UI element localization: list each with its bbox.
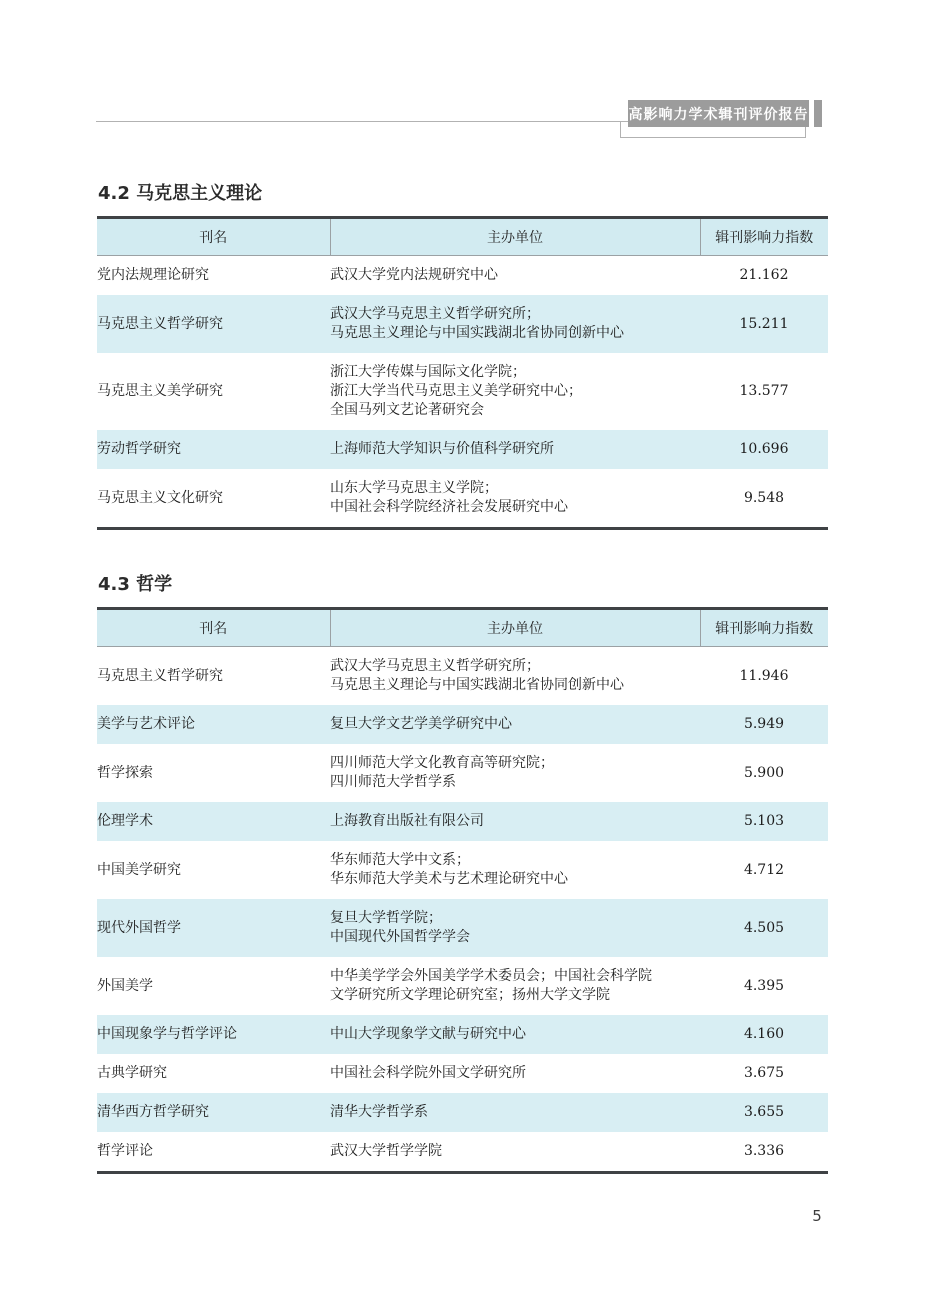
journal-name-cell: 古典学研究 [97,1065,167,1081]
header-accent-bar [814,100,822,127]
host-org-cell: 武汉大学马克思主义哲学研究所； 马克思主义理论与中国实践湖北省协同创新中心 [330,658,624,693]
host-org-cell: 清华大学哲学系 [330,1104,428,1120]
host-org-cell: 浙江大学传媒与国际文化学院； 浙江大学当代马克思主义美学研究中心； 全国马列文艺论著研究会 [330,364,582,418]
impact-index-cell: 15.211 [739,315,789,332]
host-org-cell: 华东师范大学中文系； 华东师范大学美术与艺术理论研究中心 [330,852,568,887]
table-row [97,705,828,744]
host-org-cell: 上海师范大学知识与价值科学研究所 [330,441,554,457]
journal-name-cell: 劳动哲学研究 [97,441,181,457]
journal-name-cell: 哲学评论 [97,1143,153,1159]
col-header-journal-name: 刊名 [97,609,330,647]
impact-index-cell: 5.949 [743,716,785,732]
table-row [97,1054,828,1093]
table-row [97,430,828,469]
host-org-cell: 四川师范大学文化教育高等研究院； 四川师范大学哲学系 [330,755,554,790]
host-org-cell: 山东大学马克思主义学院； 中国社会科学院经济社会发展研究中心 [330,480,568,515]
table-header [97,218,828,256]
host-org-cell: 武汉大学党内法规研究中心 [330,267,498,283]
host-org-cell: 中华美学学会外国美学学术委员会；中国社会科学院 文学研究所文学理论研究室；扬州大学文学院 [330,968,652,1003]
journal-name-cell: 马克思主义哲学研究 [97,315,223,332]
table-row [97,899,828,957]
table-row [97,841,828,899]
host-org-cell: 武汉大学哲学学院 [330,1143,442,1159]
host-org-cell: 上海教育出版社有限公司 [330,813,484,829]
journal-name-cell: 中国现象学与哲学评论 [97,1026,237,1042]
table-row [97,802,828,841]
journal-name-cell: 马克思主义美学研究 [97,383,223,399]
impact-index-cell: 4.505 [743,919,785,936]
impact-index-cell: 4.160 [743,1026,785,1042]
host-org-cell: 中山大学现象学文献与研究中心 [330,1026,526,1042]
impact-index-cell: 11.946 [739,667,789,684]
impact-index-cell: 13.577 [739,383,789,399]
impact-index-cell: 21.162 [739,267,789,283]
table-row [97,1093,828,1132]
journal-name-cell: 伦理学术 [97,813,153,829]
journal-name-cell: 中国美学研究 [97,861,181,878]
table-row [97,295,828,353]
impact-index-cell: 3.655 [743,1104,785,1120]
impact-index-cell: 10.696 [739,441,789,457]
impact-index-cell: 3.336 [743,1143,785,1159]
impact-index-cell: 5.103 [743,813,785,829]
section-title: 4.3 哲学 [98,574,173,595]
table-row [97,744,828,802]
impact-index-cell: 4.712 [743,861,785,878]
host-org-cell: 武汉大学马克思主义哲学研究所； 马克思主义理论与中国实践湖北省协同创新中心 [330,306,624,341]
table-row [97,647,828,706]
table-row [97,469,828,529]
page-number: 5 [812,1207,822,1225]
journal-name-cell: 清华西方哲学研究 [97,1104,209,1120]
table-row [97,1015,828,1054]
host-org-cell: 中国社会科学院外国文学研究所 [330,1065,526,1081]
report-title-banner: 高影响力学术辑刊评价报告 [628,100,809,127]
col-header-impact-index: 辑刊影响力指数 [700,218,828,256]
section-title: 4.2 马克思主义理论 [98,183,263,204]
table-row [97,256,828,296]
col-header-host-org: 主办单位 [330,609,700,647]
page-content [97,183,828,1174]
journal-section [97,183,828,530]
journal-name-cell: 党内法规理论研究 [97,267,209,283]
table-header-row [97,609,828,647]
col-header-host-org: 主办单位 [330,218,700,256]
journal-name-cell: 马克思主义哲学研究 [97,667,223,684]
table-body [97,256,828,529]
col-header-impact-index: 辑刊影响力指数 [700,609,828,647]
journal-table [97,216,828,530]
impact-index-cell: 4.395 [743,977,785,994]
table-row [97,353,828,430]
impact-index-cell: 3.675 [743,1065,785,1081]
impact-index-cell: 5.900 [743,764,785,781]
journal-name-cell: 马克思主义文化研究 [97,489,223,506]
journal-name-cell: 现代外国哲学 [97,919,181,936]
host-org-cell: 复旦大学哲学院； 中国现代外国哲学学会 [330,910,470,945]
table-header-row [97,218,828,256]
table-row [97,957,828,1015]
table-row [97,1132,828,1173]
host-org-cell: 复旦大学文艺学美学研究中心 [330,716,512,732]
impact-index-cell: 9.548 [743,489,785,506]
journal-name-cell: 美学与艺术评论 [97,716,195,732]
col-header-journal-name: 刊名 [97,218,330,256]
header-rule [96,121,620,122]
table-header [97,609,828,647]
journal-table [97,607,828,1174]
table-body [97,647,828,1173]
journal-section [97,574,828,1174]
journal-name-cell: 外国美学 [97,977,153,994]
journal-name-cell: 哲学探索 [97,764,153,781]
